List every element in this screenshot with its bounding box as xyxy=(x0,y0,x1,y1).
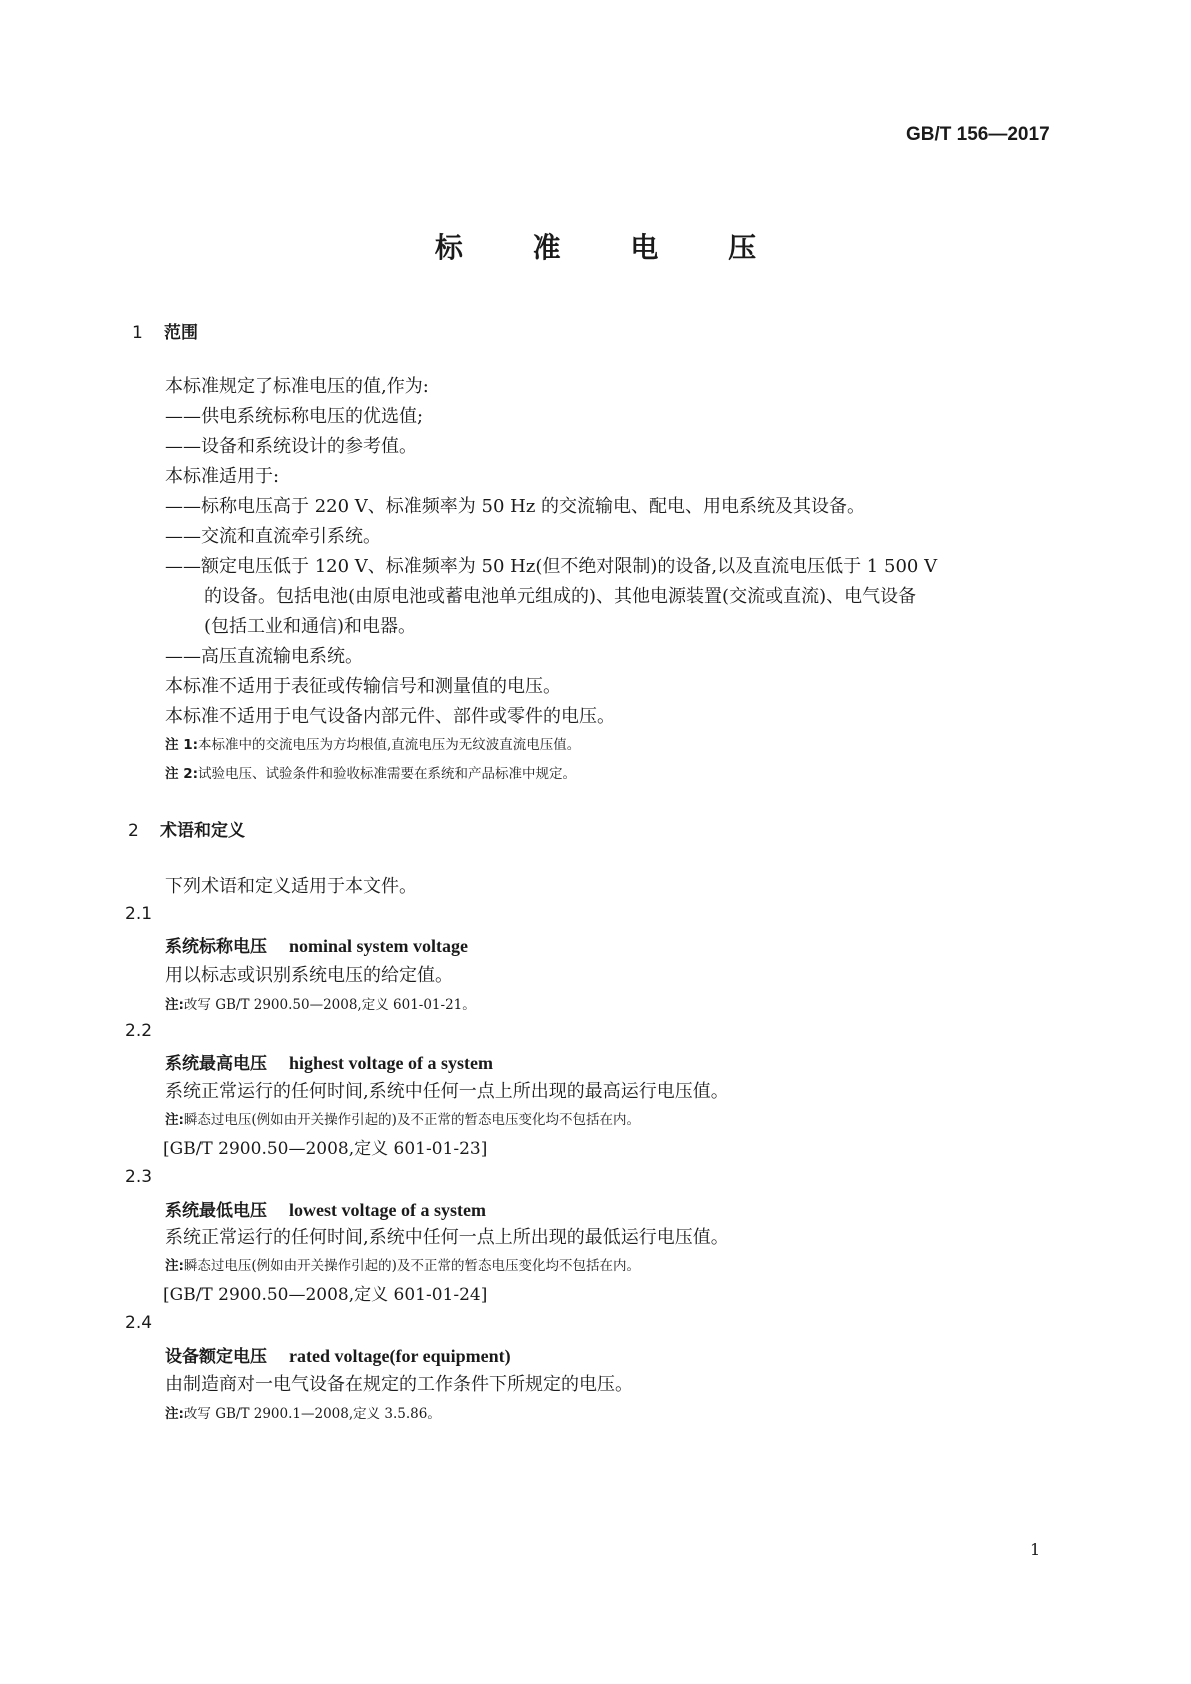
term-note xyxy=(165,993,476,1013)
scope-paragraph: 本标准规定了标准电压的值,作为: xyxy=(165,376,429,397)
document-title: 标 准 电 压 xyxy=(434,231,787,264)
note-text: 本标准中的交流电压为方均根值,直流电压为无纹波直流电压值。 xyxy=(198,737,581,753)
section-1-heading xyxy=(132,318,198,343)
scope-paragraph: 本标准不适用于表征或传输信号和测量值的电压。 xyxy=(165,676,561,697)
standard-code: GB/T 156—2017 xyxy=(906,124,1050,145)
term-definition: 用以标志或识别系统电压的给定值。 xyxy=(165,965,453,986)
term-heading xyxy=(165,932,468,957)
term-english: highest voltage of a system xyxy=(289,1053,493,1073)
note-label: 注 2: xyxy=(165,766,198,782)
term-english: lowest voltage of a system xyxy=(289,1200,486,1220)
note-text: 瞬态过电压(例如由开关操作引起的)及不正常的暂态电压变化均不包括在内。 xyxy=(183,1258,640,1274)
section-1-title: 范围 xyxy=(164,323,198,343)
term-english: rated voltage(for equipment) xyxy=(289,1346,511,1366)
term-note xyxy=(165,1108,640,1128)
scope-list-item: ——设备和系统设计的参考值。 xyxy=(165,436,417,457)
term-number: 2.1 xyxy=(125,904,153,924)
note-text: 试验电压、试验条件和验收标准需要在系统和产品标准中规定。 xyxy=(198,766,576,782)
term-note xyxy=(165,1254,640,1274)
term-heading xyxy=(165,1049,493,1074)
note-text: 改写 GB/T 2900.1—2008,定义 3.5.86。 xyxy=(183,1406,441,1422)
scope-list-item-continuation: (包括工业和通信)和电器。 xyxy=(204,616,417,637)
term-heading xyxy=(165,1342,511,1367)
term-source: [GB/T 2900.50—2008,定义 601-01-23] xyxy=(163,1139,488,1159)
section-2-title: 术语和定义 xyxy=(160,821,245,841)
term-definition: 系统正常运行的任何时间,系统中任何一点上所出现的最高运行电压值。 xyxy=(165,1081,729,1102)
scope-list-item: ——额定电压低于 120 V、标准频率为 50 Hz(但不绝对限制)的设备,以及直流电压低于 1 500 V xyxy=(165,556,938,577)
term-number: 2.3 xyxy=(125,1167,153,1187)
scope-list-item: ——交流和直流牵引系统。 xyxy=(165,526,381,547)
term-source: [GB/T 2900.50—2008,定义 601-01-24] xyxy=(163,1285,488,1305)
section-2-number: 2 xyxy=(128,821,139,841)
section-1-number: 1 xyxy=(132,323,143,343)
scope-paragraph: 本标准适用于: xyxy=(165,466,280,487)
note-text: 瞬态过电压(例如由开关操作引起的)及不正常的暂态电压变化均不包括在内。 xyxy=(183,1112,640,1128)
term-number: 2.2 xyxy=(125,1021,153,1041)
term-note xyxy=(165,1402,441,1422)
term-english: nominal system voltage xyxy=(289,936,468,956)
term-number: 2.4 xyxy=(125,1313,153,1333)
terms-intro: 下列术语和定义适用于本文件。 xyxy=(165,876,417,897)
section-2-heading xyxy=(128,816,245,841)
term-chinese: 系统最低电压 xyxy=(165,1201,267,1221)
note-label: 注 1: xyxy=(165,737,198,753)
note-label: 注: xyxy=(165,1258,184,1274)
term-definition: 系统正常运行的任何时间,系统中任何一点上所出现的最低运行电压值。 xyxy=(165,1227,729,1248)
page-number: 1 xyxy=(1030,1540,1041,1559)
scope-list-item-continuation: 的设备。包括电池(由原电池或蓄电池单元组成的)、其他电源装置(交流或直流)、电气设备 xyxy=(204,586,917,607)
term-chinese: 系统标称电压 xyxy=(165,937,267,957)
scope-note-2 xyxy=(165,762,576,782)
term-definition: 由制造商对一电气设备在规定的工作条件下所规定的电压。 xyxy=(165,1374,633,1395)
note-label: 注: xyxy=(165,997,184,1013)
note-label: 注: xyxy=(165,1112,184,1128)
scope-paragraph: 本标准不适用于电气设备内部元件、部件或零件的电压。 xyxy=(165,706,615,727)
term-heading xyxy=(165,1196,486,1221)
term-chinese: 设备额定电压 xyxy=(165,1347,267,1367)
scope-note-1 xyxy=(165,733,580,753)
note-text: 改写 GB/T 2900.50—2008,定义 601-01-21。 xyxy=(183,997,476,1013)
note-label: 注: xyxy=(165,1406,184,1422)
term-chinese: 系统最高电压 xyxy=(165,1054,267,1074)
scope-list-item: ——供电系统标称电压的优选值; xyxy=(165,406,424,427)
scope-list-item: ——标称电压高于 220 V、标准频率为 50 Hz 的交流输电、配电、用电系统及其设备。 xyxy=(165,496,866,517)
scope-list-item: ——高压直流输电系统。 xyxy=(165,646,363,667)
